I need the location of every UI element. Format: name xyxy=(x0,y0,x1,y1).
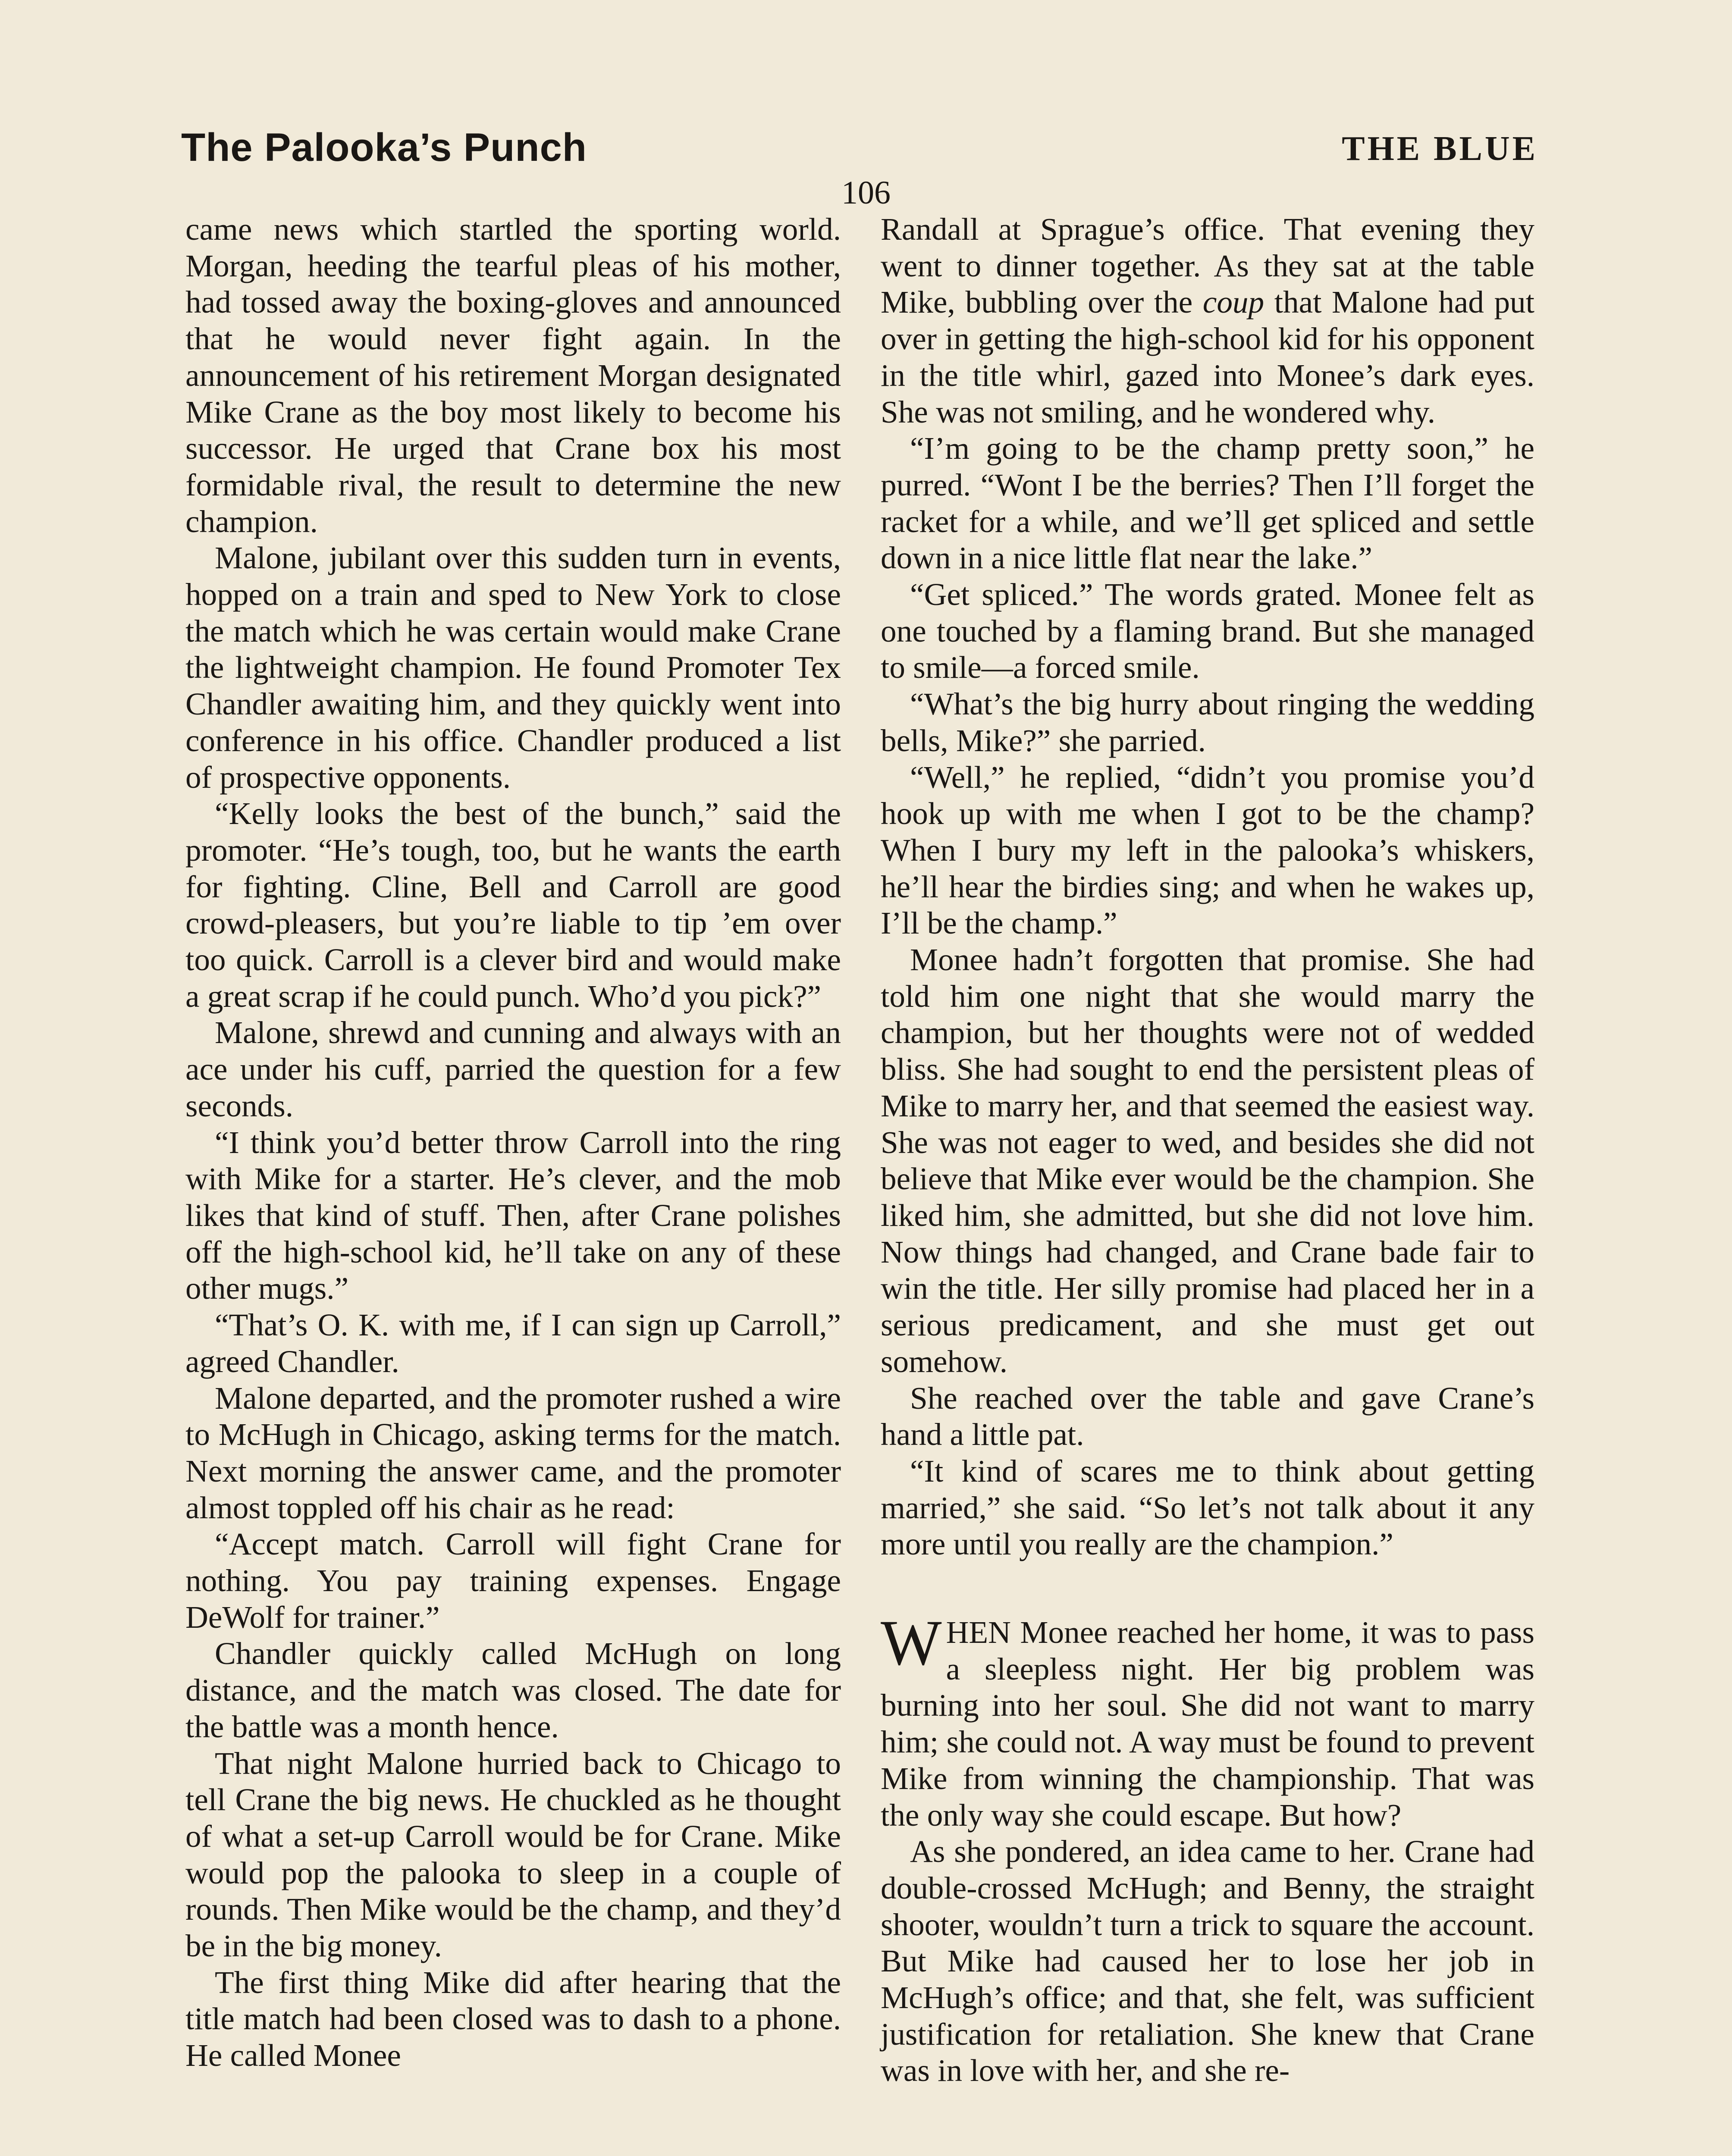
page-number: 106 xyxy=(841,175,891,211)
italic-word: coup xyxy=(1202,285,1264,320)
paragraph-text: Monee reached her home, it was to pass a sleepless night. Her big problem was burning into her soul. She did not want to marry him; she could not. A way must be found to prevent Mike from winning the championship. That was the only way she could escape. But how? xyxy=(881,1615,1534,1833)
paragraph: “I think you’d better throw Carroll into the ring with Mike for a starter. He’s clever, and the mob likes that kind of stuff. Then, after Crane polishes off the high-school kid, he’ll take on any of these other mugs.” xyxy=(185,1125,841,1306)
section-opening-paragraph xyxy=(881,1607,1534,1833)
paragraph: “Kelly looks the best of the bunch,” said the promoter. “He’s tough, too, but he wants the earth for fighting. Cline, Bell and Carroll are good crowd-pleasers, but you’re liable to tip ’em over too quick. Carroll is a clever bird and would make a great scrap if he could punch. Who’d you pick?” xyxy=(185,796,841,1014)
paragraph: Malone, shrewd and cunning and always with an ace under his cuff, parried the question for a few seconds. xyxy=(185,1015,841,1123)
paragraph: The first thing Mike did after hearing that the title match had been closed was to dash to a phone. He called Monee xyxy=(185,1965,841,2073)
paragraph: “What’s the big hurry about ringing the wedding bells, Mike?” she parried. xyxy=(881,686,1534,758)
paragraph: “It kind of scares me to think about getting married,” she said. “So let’s not talk about it any more until you really are the champion.” xyxy=(881,1453,1534,1562)
lead-in: HEN xyxy=(946,1615,1011,1650)
paragraph: “I’m going to be the champ pretty soon,” he purred. “Wont I be the berries? Then I’ll forget the racket for a while, and we’ll get spliced and settle down in a nice little flat near the lake.” xyxy=(881,431,1534,576)
magazine-name: THE BLUE xyxy=(1342,130,1538,168)
paragraph: came news which startled the sporting world. Morgan, heeding the tearful pleas of his mother, had tossed away the boxing-gloves and announced that he would never fight again. In the announcement of his retirement Morgan designated Mike Crane as the boy most likely to become his successor. He urged that Crane box his most formidable rival, the result to determine the new champion. xyxy=(185,212,841,539)
paragraph: “That’s O. K. with me, if I can sign up Carroll,” agreed Chandler. xyxy=(185,1307,841,1379)
paragraph: As she pondered, an idea came to her. Crane had double-crossed McHugh; and Benny, the straight shooter, wouldn’t turn a trick to square the account. But Mike had caused her to lose her job in McHugh’s office; and that, she felt, was sufficient justification for retaliation. She knew that Crane was in love with her, and she re- xyxy=(881,1834,1534,2088)
paragraph: Malone, jubilant over this sudden turn in events, hopped on a train and sped to New York to close the match which he was certain would make Crane the lightweight champion. He found Promoter Tex Chandler awaiting him, and they quickly went into conference in his office. Chandler produced a list of prospective opponents. xyxy=(185,540,841,795)
paragraph-text: Randall at Sprague’s office. That evening they went to dinner together. As they sat at the table Mike, bubbling over the xyxy=(881,212,1534,320)
paragraph: “Accept match. Carroll will fight Crane for nothing. You pay training expenses. Engage DeWolf for trainer.” xyxy=(185,1526,841,1635)
paragraph: Malone departed, and the promoter rushed a wire to McHugh in Chicago, asking terms for the match. Next morning the answer came, and the promoter almost toppled off his chair as he read: xyxy=(185,1380,841,1525)
left-column xyxy=(185,211,841,2074)
right-column xyxy=(881,211,1534,2089)
running-title: The Palooka’s Punch xyxy=(181,125,587,169)
drop-cap: W xyxy=(881,1607,942,1679)
paragraph: Chandler quickly called McHugh on long distance, and the match was closed. The date for the battle was a month hence. xyxy=(185,1636,841,1744)
paragraph: She reached over the table and gave Crane’s hand a little pat. xyxy=(881,1380,1534,1452)
paragraph xyxy=(881,211,1534,430)
paragraph: Monee hadn’t forgotten that promise. She had told him one night that she would marry the champion, but her thoughts were not of wedded bliss. She had sought to end the persistent pleas of Mike to marry her, and that seemed the easiest way. She was not eager to wed, and besides she did not believe that Mike ever would be the champion. She liked him, she admitted, but she did not love him. Now things had changed, and Crane bade fair to win the title. Her silly promise had placed her in a serious predicament, and she must get out somehow. xyxy=(881,942,1534,1379)
paragraph-text: that Malone had put over in getting the high-school kid for his opponent in the title whirl, gazed into Monee’s dark eyes. She was not smiling, and he wondered why. xyxy=(881,285,1534,429)
paragraph: “Well,” he replied, “didn’t you promise you’d hook up with me when I got to be the champ? When I bury my left in the palooka’s whiskers, he’ll hear the birdies sing; and when he wakes up, I’ll be the champ.” xyxy=(881,759,1534,941)
paragraph: That night Malone hurried back to Chicago to tell Crane the big news. He chuckled as he thought of what a set-up Carroll would be for Crane. Mike would pop the palooka to sleep in a couple of rounds. Then Mike would be the champ, and they’d be in the big money. xyxy=(185,1745,841,1964)
paragraph: “Get spliced.” The words grated. Monee felt as one touched by a flaming brand. But she managed to smile—a forced smile. xyxy=(881,577,1534,685)
